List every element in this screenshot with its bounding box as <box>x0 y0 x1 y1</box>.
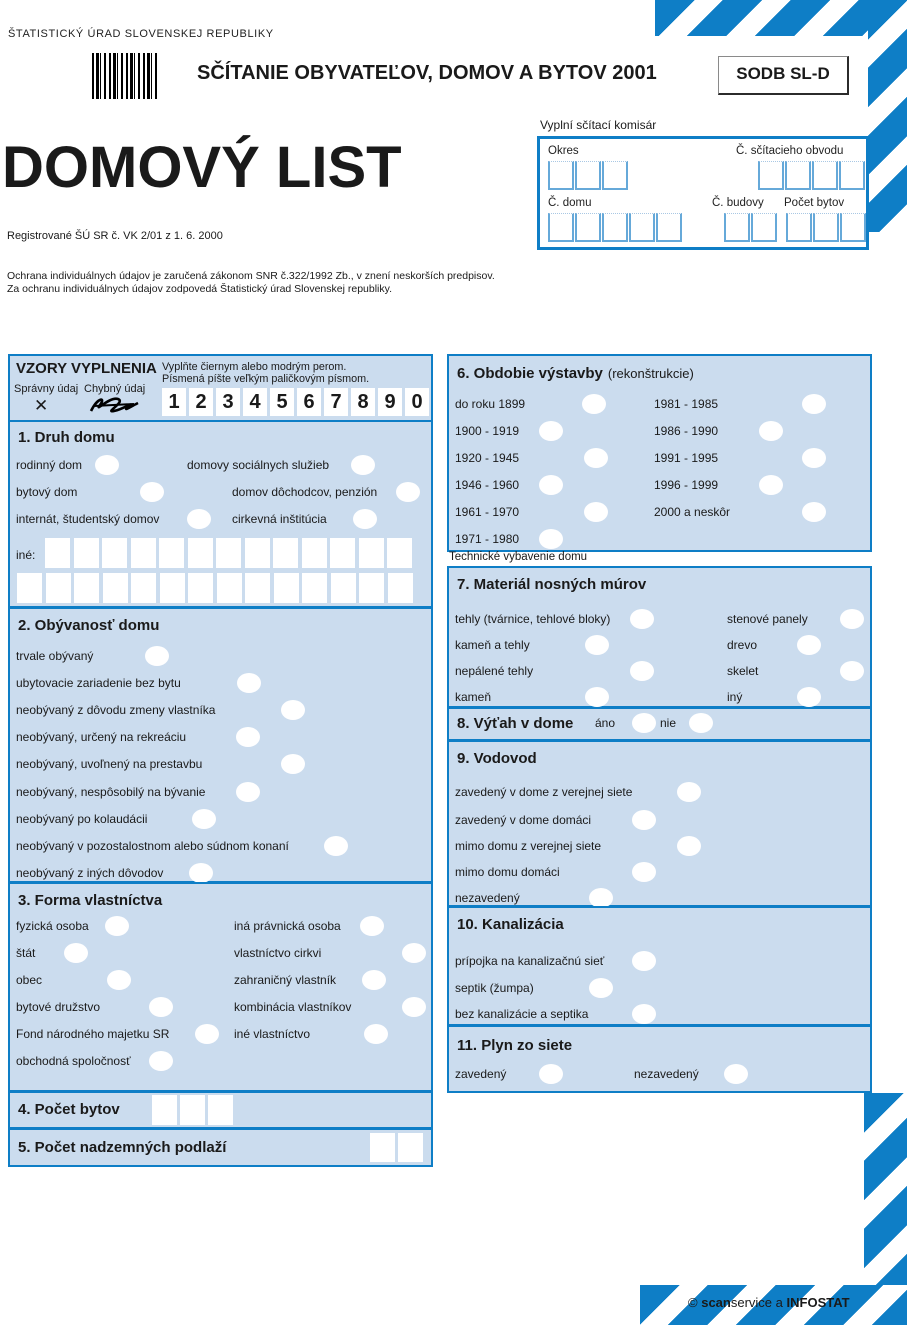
wrong-entry-label: Chybný údaj <box>84 383 146 395</box>
section-10-title: 10. Kanalizácia <box>457 916 564 933</box>
answer-circle[interactable] <box>236 727 260 747</box>
other-type-char-box[interactable] <box>330 538 355 568</box>
option-label: obchodná spoločnosť <box>16 1054 131 1068</box>
option-label: nezavedený <box>455 891 520 905</box>
commissioner-code-cell[interactable] <box>758 161 784 190</box>
credit-infostat: INFOSTAT <box>786 1295 850 1310</box>
answer-circle[interactable] <box>64 943 88 963</box>
option-label: obec <box>16 973 43 987</box>
answer-circle[interactable] <box>632 862 656 882</box>
section-10-kanalizacia <box>447 906 872 1026</box>
answer-circle[interactable] <box>353 509 377 529</box>
option-label: 1900 - 1919 <box>455 424 520 438</box>
answer-circle[interactable] <box>689 713 713 733</box>
instruction-line-1: Vyplňte čiernym alebo modrým perom. <box>162 361 347 373</box>
commissioner-code-cell[interactable] <box>602 213 628 242</box>
option-label: 1996 - 1999 <box>654 478 719 492</box>
flat-count-box[interactable] <box>152 1095 177 1125</box>
answer-circle[interactable] <box>632 810 656 830</box>
answer-circle[interactable] <box>759 421 783 441</box>
section-5-pocet-podlazi <box>8 1128 433 1167</box>
option-label: zavedený v dome z verejnej siete <box>455 785 633 799</box>
answer-circle[interactable] <box>362 970 386 990</box>
option-label: rodinný dom <box>16 458 83 472</box>
section-3-forma-vlastnictva <box>8 882 433 1092</box>
answer-circle[interactable] <box>396 482 420 502</box>
answer-circle[interactable] <box>589 978 613 998</box>
option-label: neobývaný, určený na rekreáciu <box>16 730 187 744</box>
option-label: iná právnická osoba <box>234 919 341 933</box>
section-9-vodovod <box>447 740 872 907</box>
option-label: 1971 - 1980 <box>455 532 520 546</box>
answer-circle[interactable] <box>281 700 305 720</box>
other-type-char-box[interactable] <box>188 573 213 603</box>
answer-circle[interactable] <box>584 448 608 468</box>
answer-circle[interactable] <box>632 1004 656 1024</box>
sample-digit-box: 0 <box>405 388 429 416</box>
answer-circle[interactable] <box>539 475 563 495</box>
right-edge-bottom-stripes-decoration <box>864 1093 907 1285</box>
other-type-char-box[interactable] <box>17 573 42 603</box>
section-4-pocet-bytov <box>8 1091 433 1129</box>
technical-equipment-label: Technické vybavenie domu <box>449 551 588 563</box>
answer-circle[interactable] <box>677 782 701 802</box>
section-7-title: 7. Materiál nosných múrov <box>457 576 647 593</box>
answer-circle[interactable] <box>585 635 609 655</box>
option-label: kameň <box>455 690 492 704</box>
privacy-line-1: Ochrana individuálnych údajov je zaručená zákonom SNR č.322/1992 Zb., v znení neskorších predpisov. <box>7 270 495 282</box>
section-11-title: 11. Plyn zo siete <box>457 1037 573 1054</box>
commissioner-code-cell[interactable] <box>548 213 574 242</box>
section-6-title <box>457 365 694 382</box>
answer-circle[interactable] <box>539 421 563 441</box>
option-label: nezavedený <box>634 1067 699 1081</box>
credit-scan: scan <box>701 1295 731 1310</box>
section-6-obdobie-vystavby <box>447 354 872 552</box>
option-label: ubytovacie zariadenie bez bytu <box>16 676 181 690</box>
option-label: tehly (tvárnice, tehlové bloky) <box>455 612 611 626</box>
other-type-char-box[interactable] <box>387 538 412 568</box>
commissioner-code-cell[interactable] <box>812 161 838 190</box>
option-label: prípojka na kanalizačnú sieť <box>455 954 605 968</box>
answer-circle[interactable] <box>589 888 613 908</box>
commissioner-box <box>537 136 869 250</box>
option-label: bytové družstvo <box>16 1000 101 1014</box>
commissioner-code-cell[interactable] <box>840 213 866 242</box>
option-label: cirkevná inštitúcia <box>232 512 327 526</box>
print-credit <box>688 1295 850 1310</box>
answer-circle[interactable] <box>95 455 119 475</box>
form-code-badge: SODB SL-D <box>718 56 849 95</box>
commissioner-code-cell[interactable] <box>575 161 601 190</box>
option-label: štát <box>16 946 36 960</box>
option-label: zavedený v dome domáci <box>455 813 592 827</box>
other-type-char-box[interactable] <box>216 538 241 568</box>
option-label: bez kanalizácie a septika <box>455 1007 589 1021</box>
section-5-title: 5. Počet nadzemných podlaží <box>18 1139 227 1156</box>
answer-circle[interactable] <box>237 673 261 693</box>
commissioner-field-label: Okres <box>548 145 579 157</box>
option-label: do roku 1899 <box>455 397 526 411</box>
answer-circle[interactable] <box>402 943 426 963</box>
right-edge-top-stripes-decoration <box>868 0 907 232</box>
commissioner-field-label: Počet bytov <box>784 197 845 209</box>
privacy-line-2: Za ochranu individuálnych údajov zodpovedá Štatistický úrad Slovenskej republiky. <box>7 283 393 295</box>
answer-circle[interactable] <box>724 1064 748 1084</box>
commissioner-code-cell[interactable] <box>839 161 865 190</box>
sample-digit-box: 5 <box>270 388 294 416</box>
section-1-title: 1. Druh domu <box>18 429 115 446</box>
option-label: domovy sociálnych služieb <box>187 458 330 472</box>
other-type-char-box[interactable] <box>74 538 99 568</box>
registration-note: Registrované ŠÚ SR č. VK 2/01 z 1. 6. 2000 <box>7 230 223 242</box>
option-label: zahraničný vlastník <box>234 973 337 987</box>
answer-circle[interactable] <box>402 997 426 1017</box>
agency-name: ŠTATISTICKÝ ÚRAD SLOVENSKEJ REPUBLIKY <box>8 28 274 40</box>
section-8-vytah-v-dome <box>447 707 872 741</box>
credit-service: service <box>730 1295 773 1310</box>
answer-circle[interactable] <box>802 448 826 468</box>
other-type-char-box[interactable] <box>388 573 413 603</box>
option-label: iné vlastníctvo <box>234 1027 311 1041</box>
answer-circle[interactable] <box>324 836 348 856</box>
option-label: iný <box>727 690 743 704</box>
section-7-material-murov <box>447 566 872 708</box>
other-type-char-box[interactable] <box>46 573 71 603</box>
answer-circle[interactable] <box>632 951 656 971</box>
commissioner-code-cell[interactable] <box>751 213 777 242</box>
answer-circle[interactable] <box>364 1024 388 1044</box>
option-label: 1986 - 1990 <box>654 424 719 438</box>
floor-count-box[interactable] <box>370 1133 395 1162</box>
other-type-char-box[interactable] <box>188 538 213 568</box>
scribble-icon <box>88 394 140 416</box>
x-mark-icon: ✕ <box>34 396 49 415</box>
commissioner-code-cell[interactable] <box>785 161 811 190</box>
answer-circle[interactable] <box>192 809 216 829</box>
option-label: drevo <box>727 638 758 652</box>
answer-circle[interactable] <box>630 661 654 681</box>
credit-a: a <box>775 1295 783 1310</box>
barcode <box>92 53 158 99</box>
option-label: mimo domu domáci <box>455 865 560 879</box>
other-type-char-box[interactable] <box>273 538 298 568</box>
answer-circle[interactable] <box>105 916 129 936</box>
flat-count-box[interactable] <box>180 1095 205 1125</box>
copyright-icon: © <box>688 1295 698 1310</box>
other-type-char-box[interactable] <box>245 538 270 568</box>
sample-digit-box: 2 <box>189 388 213 416</box>
option-label: stenové panely <box>727 612 808 626</box>
answer-circle[interactable] <box>797 687 821 707</box>
option-label: neobývaný z dôvodu zmeny vlastníka <box>16 703 216 717</box>
instruction-line-2: Písmená píšte veľkým paličkovým písmom. <box>162 373 370 385</box>
other-type-char-box[interactable] <box>102 538 127 568</box>
answer-circle[interactable] <box>281 754 305 774</box>
top-right-stripes-decoration <box>655 0 880 36</box>
answer-circle[interactable] <box>584 502 608 522</box>
option-label: internát, študentský domov <box>16 512 160 526</box>
option-label: 1991 - 1995 <box>654 451 719 465</box>
answer-circle[interactable] <box>630 609 654 629</box>
answer-circle[interactable] <box>107 970 131 990</box>
option-label: neobývaný v pozostalostnom alebo súdnom konaní <box>16 839 289 853</box>
sample-digit-box: 3 <box>216 388 240 416</box>
option-label: zavedený <box>455 1067 507 1081</box>
answer-circle[interactable] <box>539 1064 563 1084</box>
answer-circle[interactable] <box>539 529 563 549</box>
answer-circle[interactable] <box>149 1051 173 1071</box>
answer-circle[interactable] <box>797 635 821 655</box>
samples-title: VZORY VYPLNENIA <box>16 360 157 377</box>
other-type-char-box[interactable] <box>103 573 128 603</box>
commissioner-code-cell[interactable] <box>548 161 574 190</box>
other-type-char-box[interactable] <box>302 573 327 603</box>
option-label: vlastníctvo cirkvi <box>234 946 322 960</box>
other-type-char-box[interactable] <box>131 538 156 568</box>
other-type-char-box[interactable] <box>274 573 299 603</box>
other-label: iné: <box>16 548 36 562</box>
other-type-char-box[interactable] <box>302 538 327 568</box>
sample-digit-box: 8 <box>351 388 375 416</box>
option-label: neobývaný z iných dôvodov <box>16 866 164 880</box>
answer-circle[interactable] <box>236 782 260 802</box>
option-label: 1946 - 1960 <box>455 478 520 492</box>
other-type-char-box[interactable] <box>159 538 184 568</box>
section-1-druh-domu <box>8 420 433 608</box>
answer-circle[interactable] <box>802 502 826 522</box>
commissioner-field-label: Č. budovy <box>712 197 764 209</box>
section-9-title: 9. Vodovod <box>457 750 537 767</box>
fill-samples-panel <box>8 354 433 422</box>
option-label: 1981 - 1985 <box>654 397 719 411</box>
answer-circle[interactable] <box>585 687 609 707</box>
privacy-note <box>7 270 495 296</box>
sample-digit-box: 4 <box>243 388 267 416</box>
other-type-char-box[interactable] <box>217 573 242 603</box>
answer-circle[interactable] <box>677 836 701 856</box>
answer-circle[interactable] <box>802 394 826 414</box>
option-label: trvale obývaný <box>16 649 94 663</box>
other-type-char-box[interactable] <box>359 538 384 568</box>
census-title: SČÍTANIE OBYVATEĽOV, DOMOV A BYTOV 2001 <box>197 62 657 84</box>
commissioner-box-title: Vyplní sčítací komisár <box>540 118 657 132</box>
commissioner-code-cell[interactable] <box>575 213 601 242</box>
flat-count-box[interactable] <box>208 1095 233 1125</box>
sample-digit-box: 7 <box>324 388 348 416</box>
commissioner-code-cell[interactable] <box>656 213 682 242</box>
other-type-char-box[interactable] <box>359 573 384 603</box>
answer-circle[interactable] <box>840 609 864 629</box>
other-type-char-box[interactable] <box>160 573 185 603</box>
commissioner-code-cell[interactable] <box>786 213 812 242</box>
answer-circle[interactable] <box>189 863 213 883</box>
floor-count-box[interactable] <box>398 1133 423 1162</box>
section-4-title: 4. Počet bytov <box>18 1101 120 1118</box>
other-type-char-box[interactable] <box>331 573 356 603</box>
sample-digit-box: 6 <box>297 388 321 416</box>
sample-digit-box: 1 <box>162 388 186 416</box>
commissioner-field-label: Č. domu <box>548 197 592 209</box>
correct-entry-label: Správny údaj <box>14 383 79 395</box>
option-label: mimo domu z verejnej siete <box>455 839 602 853</box>
answer-circle[interactable] <box>145 646 169 666</box>
option-label: fyzická osoba <box>16 919 89 933</box>
option-label: Fond národného majetku SR <box>16 1027 170 1041</box>
answer-circle[interactable] <box>360 916 384 936</box>
page-title: DOMOVÝ LIST <box>2 135 402 200</box>
option-label: 1961 - 1970 <box>455 505 520 519</box>
commissioner-field-label: Č. sčítacieho obvodu <box>736 145 844 157</box>
option-label: neobývaný, uvoľnený na prestavbu <box>16 757 203 771</box>
section-3-title: 3. Forma vlastníctva <box>18 892 163 909</box>
answer-circle[interactable] <box>195 1024 219 1044</box>
section-11-plyn <box>447 1025 872 1093</box>
commissioner-code-cell[interactable] <box>724 213 750 242</box>
commissioner-code-cell[interactable] <box>813 213 839 242</box>
section-2-obyvanost-domu <box>8 607 433 883</box>
section-2-title: 2. Obývanosť domu <box>18 617 160 634</box>
option-label: skelet <box>727 664 759 678</box>
other-type-char-box[interactable] <box>131 573 156 603</box>
option-label: nie <box>660 716 677 730</box>
answer-circle[interactable] <box>840 661 864 681</box>
answer-circle[interactable] <box>140 482 164 502</box>
commissioner-code-cell[interactable] <box>602 161 628 190</box>
other-type-char-box[interactable] <box>245 573 270 603</box>
option-label: neobývaný po kolaudácii <box>16 812 148 826</box>
option-label: bytový dom <box>16 485 78 499</box>
section-6-title-suffix: (rekonštrukcie) <box>607 366 694 381</box>
section-6-title-main: 6. Obdobie výstavby <box>457 365 603 382</box>
option-label: kombinácia vlastníkov <box>234 1000 352 1014</box>
answer-circle[interactable] <box>149 997 173 1017</box>
option-label: kameň a tehly <box>455 638 530 652</box>
option-label: neobývaný, nespôsobilý na bývanie <box>16 785 206 799</box>
answer-circle[interactable] <box>187 509 211 529</box>
option-label: 1920 - 1945 <box>455 451 520 465</box>
commissioner-code-cell[interactable] <box>629 213 655 242</box>
sample-digit-box: 9 <box>378 388 402 416</box>
answer-circle[interactable] <box>759 475 783 495</box>
answer-circle[interactable] <box>632 713 656 733</box>
answer-circle[interactable] <box>582 394 606 414</box>
other-type-char-box[interactable] <box>74 573 99 603</box>
option-label: domov dôchodcov, penzión <box>232 485 378 499</box>
option-label: 2000 a neskôr <box>654 505 731 519</box>
answer-circle[interactable] <box>351 455 375 475</box>
option-label: áno <box>595 716 616 730</box>
section-8-title: 8. Výťah v dome <box>457 715 574 732</box>
option-label: nepálené tehly <box>455 664 534 678</box>
other-type-char-box[interactable] <box>45 538 70 568</box>
option-label: septik (žumpa) <box>455 981 534 995</box>
